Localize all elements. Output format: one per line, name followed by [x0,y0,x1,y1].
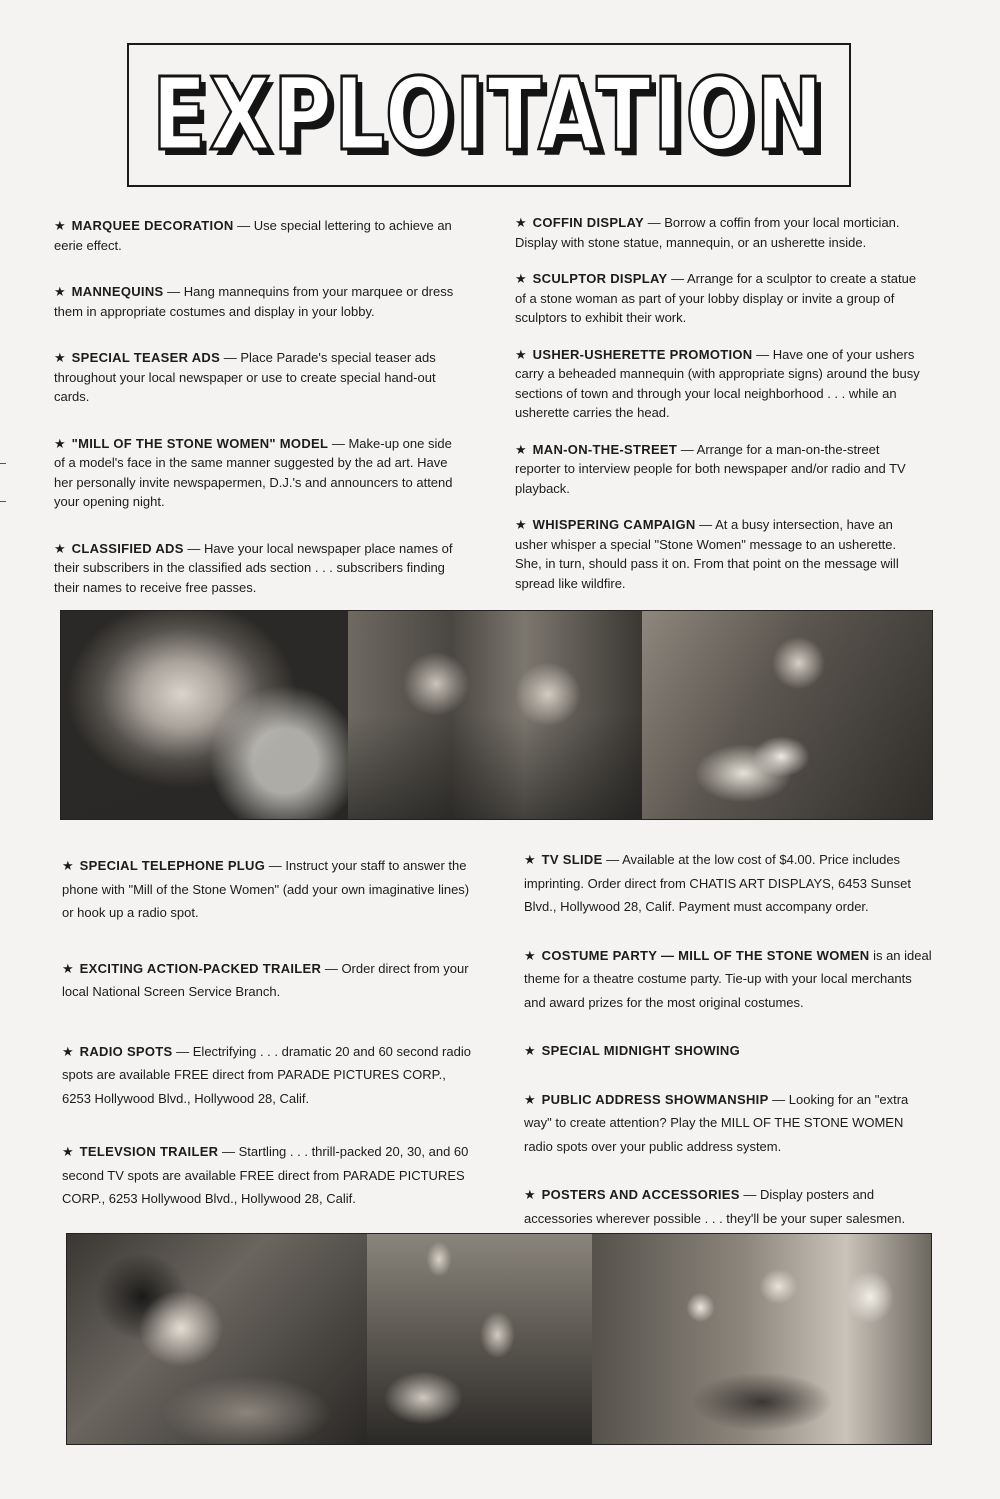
star-icon: ★ [524,1043,536,1058]
item-text: — Have one of your ushers carry a beheaded mannequin (with appropriate signs) around the busy sections of town and through your local neighborhood . . . while an usherette carries the head. [515,346,920,420]
list-item [54,282,466,321]
still-woman-pillow [67,1234,367,1444]
item-text: — Order direct from your local National Screen Service Branch. [62,960,469,999]
lower-right-column [524,848,932,1260]
edge-tick [0,463,6,464]
item-text: — Hang mannequins from your marquee or dress them in appropriate costumes and display in your lobby. [54,284,454,319]
list-item [524,1088,932,1159]
list-item [515,213,925,252]
item-text: — Electrifying . . . dramatic 20 and 60 second radio spots are available FREE direct from PARADE PICTURES CORP., 6253 Hollywood Blvd., Hollywood 28, Calif. [62,1043,471,1106]
star-icon: ★ [524,852,536,867]
star-icon: ★ [62,960,74,976]
item-heading: RADIO SPOTS [79,1043,173,1059]
star-icon: ★ [515,215,527,230]
item-heading: POSTERS AND ACCESSORIES [541,1187,740,1202]
list-item [515,269,925,328]
star-icon: ★ [54,435,66,451]
list-item [515,515,925,593]
item-heading: "MILL OF THE STONE WOMEN" MODEL [71,435,329,451]
star-icon: ★ [524,947,536,963]
item-heading: SPECIAL TEASER ADS [71,350,221,365]
item-heading: TELEVSION TRAILER [79,1144,219,1159]
item-heading: PUBLIC ADDRESS SHOWMANSHIP [541,1091,769,1107]
item-heading: WHISPERING CAMPAIGN [532,517,696,532]
star-icon: ★ [54,284,66,299]
page-title: EXPLOITATION [152,56,826,173]
star-icon: ★ [62,858,74,873]
item-text: — Startling . . . thrill-packed 20, 30, and 60 second TV spots are available FREE direct from PARADE PICTURES CORP., 6253 Hollywood Blvd., Hollywood 28, Calif. [62,1144,469,1206]
star-icon: ★ [515,271,527,286]
star-icon: ★ [62,1144,74,1159]
title-box [127,43,851,187]
star-icon: ★ [515,441,527,457]
lower-left-column [62,854,472,1241]
list-item [62,1140,472,1211]
upper-right-column [515,213,925,610]
item-text: — At a busy intersection, have an usher whisper a special "Stone Women" message to an usherette. She, in turn, should pass it on. From that point on the message will spread like wildfire. [515,517,899,591]
still-man-and-patient [642,611,932,819]
item-text: — Arrange for a sculptor to create a statue of a stone woman as part of your lobby display or invite a group of sculptors to exhibit their work. [515,271,917,325]
list-item [524,944,932,1015]
item-text: — Looking for an "extra way" to create attention? Play the MILL OF THE STONE WOMEN radio spots over your public address system. [524,1091,909,1154]
list-item [524,1039,932,1063]
edge-tick [0,501,6,502]
star-icon: ★ [54,350,66,365]
photo-strip-top [60,610,933,820]
item-heading: MANNEQUINS [71,284,164,299]
list-item [54,434,466,512]
list-item [54,348,466,407]
star-icon: ★ [62,1043,74,1059]
star-icon: ★ [54,218,66,233]
star-icon: ★ [524,1091,536,1107]
item-text: — Have your local newspaper place names of their subscribers in the classified ads section . . . subscribers finding their names to receive free passes. [54,540,453,595]
item-heading: USHER-USHERETTE PROMOTION [532,346,753,362]
list-item [62,854,472,925]
list-item [54,539,466,598]
still-figures-ceremony [592,1234,931,1444]
item-text: is an ideal theme for a theatre costume party. Tie-up with your local merchants and award prizes for the most original costumes. [524,947,932,1010]
still-woman-lying [61,611,348,819]
item-text: — Place Parade's special teaser ads throughout your local newspaper or use to create special hand-out cards. [54,350,436,404]
star-icon: ★ [515,346,527,362]
upper-left-column [54,216,466,624]
list-item [54,216,466,255]
item-heading: SPECIAL TELEPHONE PLUG [79,858,266,873]
item-heading: COFFIN DISPLAY [532,215,644,230]
item-heading: EXCITING ACTION-PACKED TRAILER [79,960,322,976]
item-text: — Available at the low cost of $4.00. Price includes imprinting. Order direct from CHATIS ART DISPLAYS, 6453 Sunset Blvd., Hollywood 28, Calif. Payment must accompany order. [524,852,912,914]
item-heading: COSTUME PARTY — MILL OF THE STONE WOMEN [541,947,870,963]
list-item [524,848,932,919]
item-text: — Arrange for a man-on-the-street reporter to interview people for both newspaper and/or radio and TV playback. [515,441,906,496]
item-heading: CLASSIFIED ADS [71,540,184,556]
still-mill-interior [367,1234,592,1444]
photo-strip-bottom [66,1233,932,1445]
item-heading: MARQUEE DECORATION [71,218,234,233]
star-icon: ★ [524,1187,536,1202]
still-two-men-struggle [348,611,642,819]
list-item [515,440,925,499]
item-text: — Borrow a coffin from your local mortician. Display with stone statue, mannequin, or an usherette inside. [515,215,900,250]
list-item [62,957,472,1004]
item-text: — Instruct your staff to answer the phone with "Mill of the Stone Women" (add your own imaginative lines) or hook up a radio spot. [62,858,470,920]
list-item [524,1183,932,1230]
list-item [515,345,925,423]
item-text: — Display posters and accessories wherever possible . . . they'll be your super salesmen. [524,1187,906,1226]
star-icon: ★ [515,517,527,532]
item-heading: SCULPTOR DISPLAY [532,271,668,286]
item-text: — Make-up one side of a model's face in the same manner suggested by the ad art. Have her personally invite newspapermen, D.J.'s and announcers to attend your opening night. [54,435,453,509]
item-heading: SPECIAL MIDNIGHT SHOWING [541,1043,741,1058]
item-heading: TV SLIDE [541,852,603,867]
list-item [62,1040,472,1111]
item-text: — Use special lettering to achieve an eerie effect. [54,218,452,253]
star-icon: ★ [54,540,66,556]
item-heading: MAN-ON-THE-STREET [532,441,678,457]
